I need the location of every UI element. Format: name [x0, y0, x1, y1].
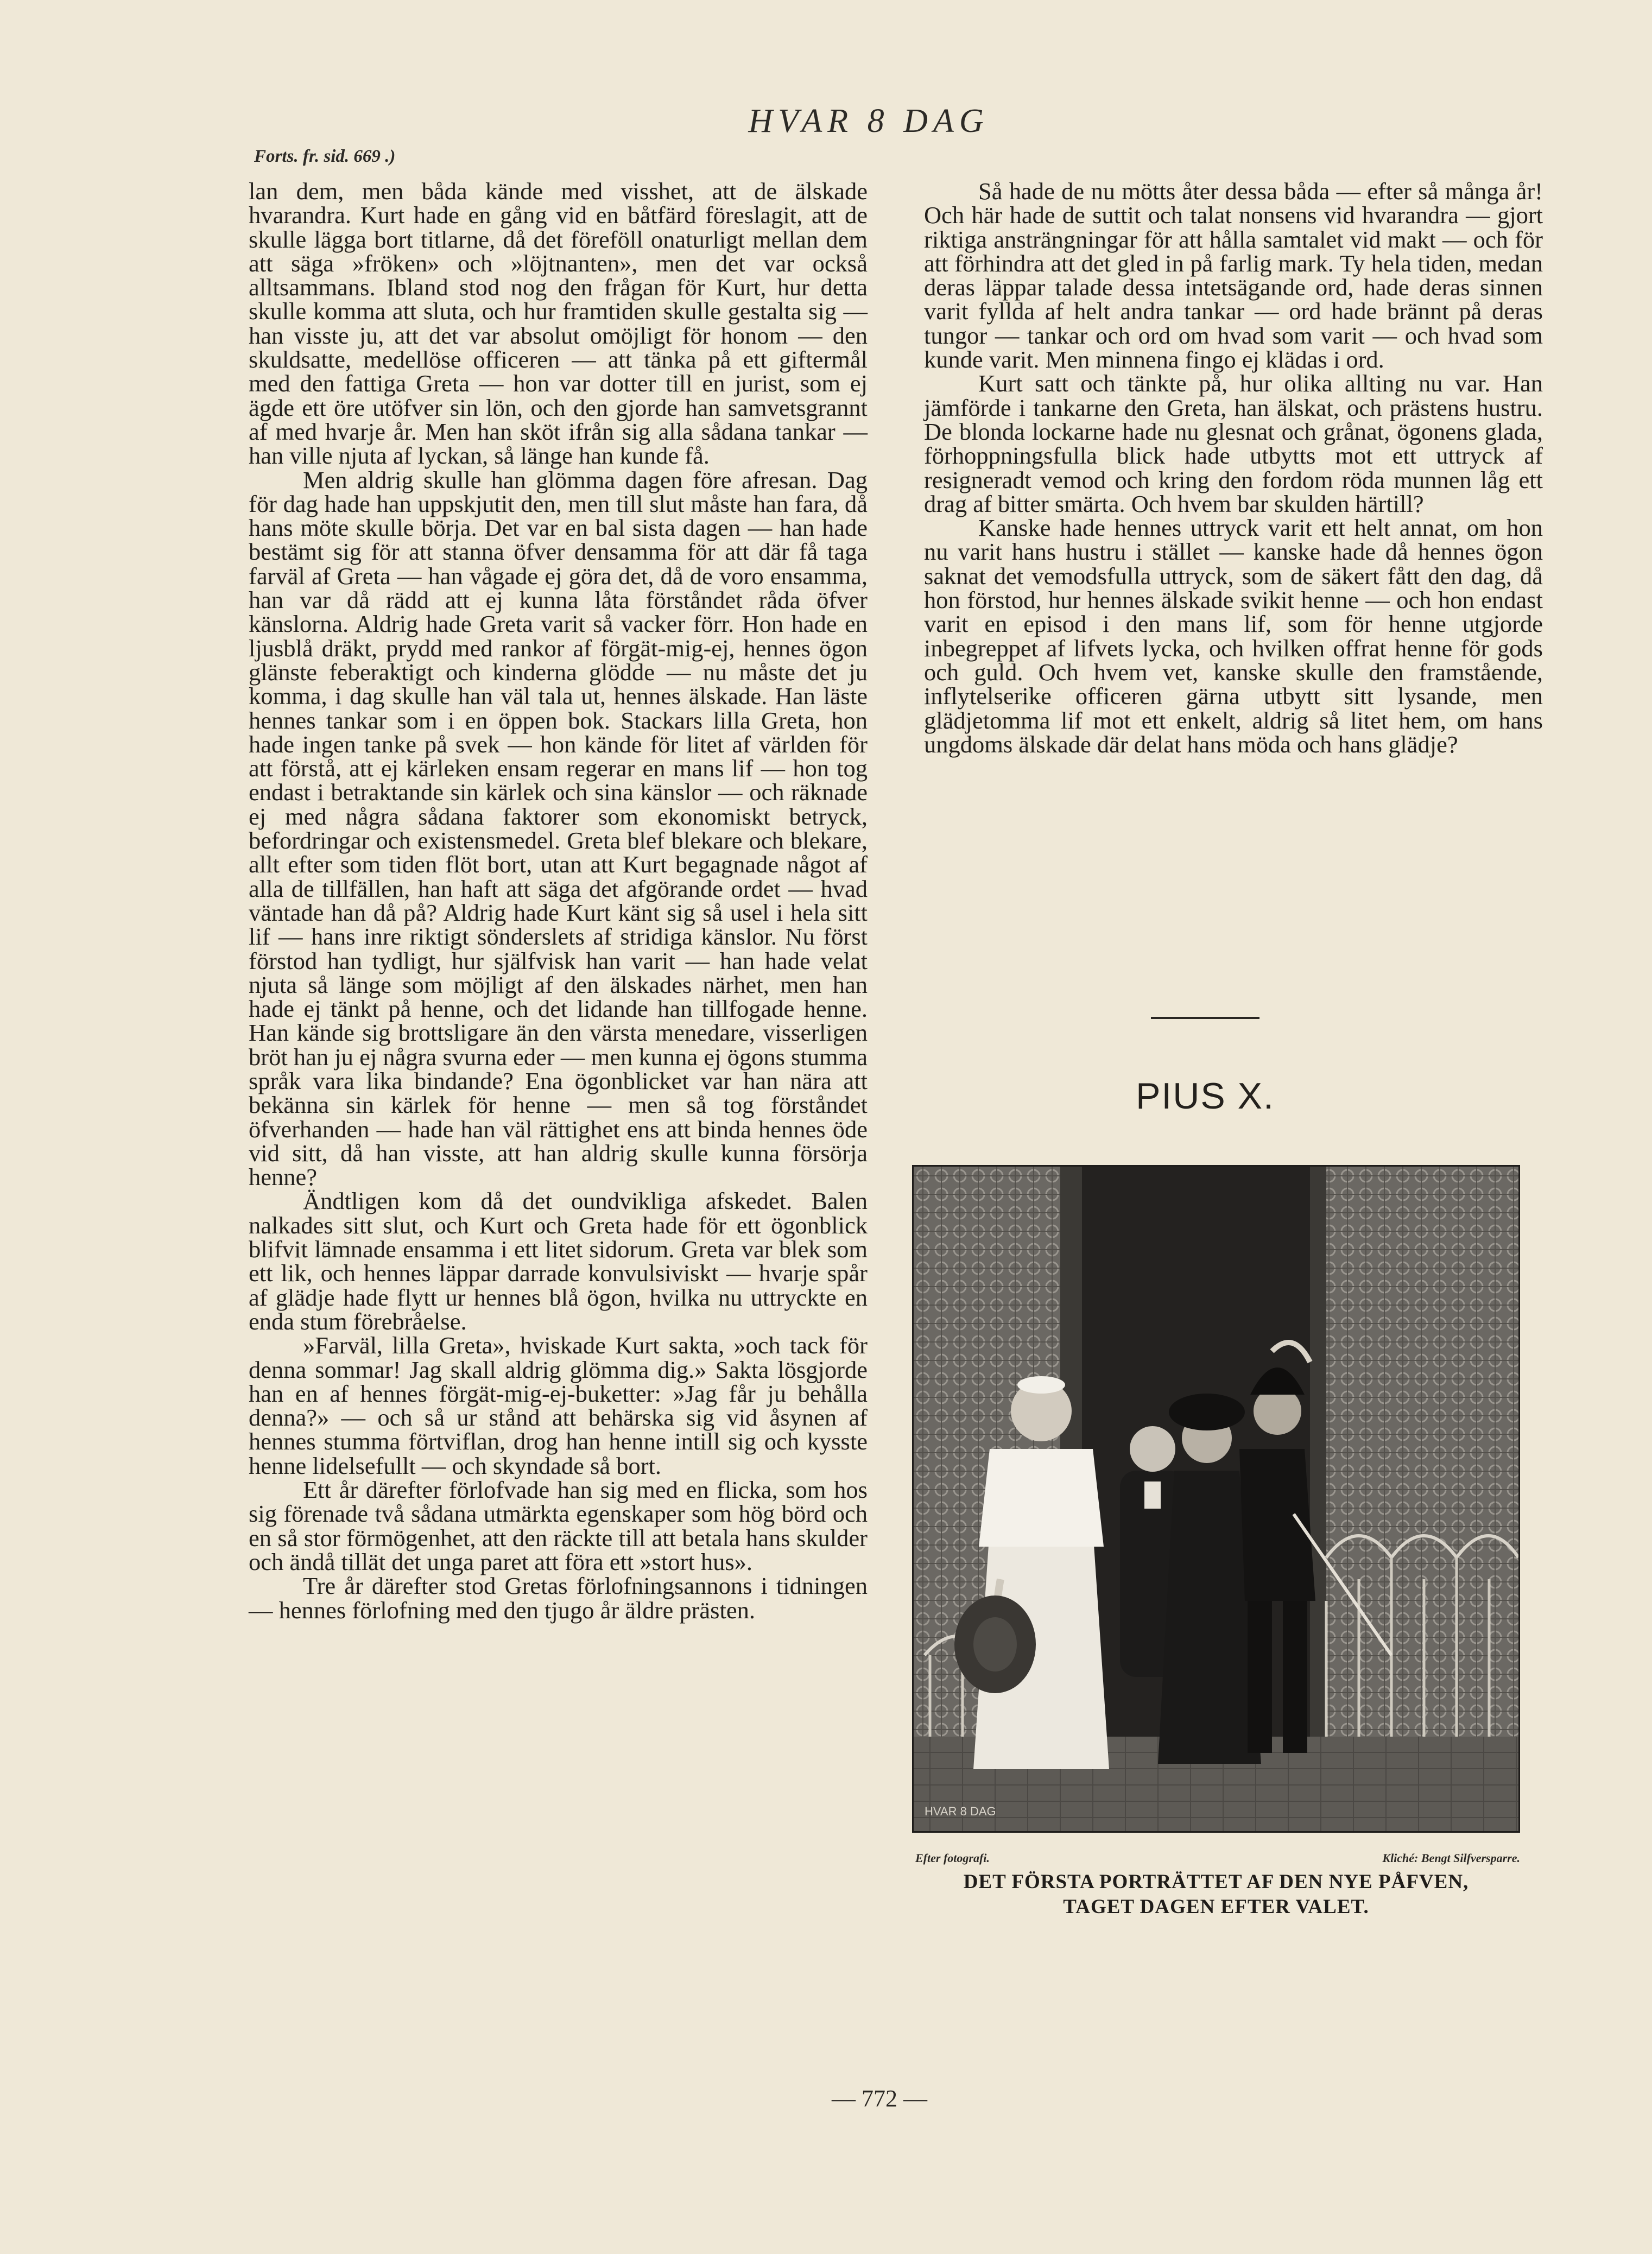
paragraph: Kurt satt och tänkte på, hur olika allting nu var. Han jämförde i tankarne den Greta, han älskat, och prästens hustru. De blonda lockarne hade nu glesnat och grånat, ögonens glada, förhoppningsfulla blick hade utbytts mot ett uttryck af resigneradt vemod och kring den fordom röda munnen låg ett drag af bitter smärta. Och hvem bar skulden härtill? — [924, 370, 1543, 517]
photo-credit: Efter fotografi. — [915, 1851, 990, 1865]
paragraph: Kanske hade hennes uttryck varit ett helt annat, om hon nu varit hans hustru i stället — kanske hade då hennes ögon saknat det vemodsfulla uttryck, som de säkert fått den dag, då hon förstod, hur hennes älskade svikit henne — och hon endast varit en episod i den mans lif, som för henne utgjorde inbegreppet af lifvets lycka, och hvilken offrat henne för gods och guld. Och hvem vet, kanske skulle den framstående, inflytelserike officeren gärna utbytt sitt lysande, men glädjetomma lif mot ett enkelt, aldrig så litet hem, om hans ungdoms älskade där delat hans möda och hans glädje? — [924, 514, 1543, 758]
left-column — [249, 179, 868, 1622]
paragraph: lan dem, men båda kände med visshet, att de älskade hvarandra. Kurt hade en gång vid en båtfärd föreslagit, att de skulle lägga bort titlarne, då det föreföll onaturligt mellan dem att säga »fröken» och »löjtnanten», men det var också alltsammans. Ibland stod nog den frågan för Kurt, hur detta skulle komma att sluta, och hur framtiden skulle gestalta sig — han visste ju, att det var absolut omöjligt för honom — den skuldsatte, medellöse officeren — att tänka på ett giftermål med den fattiga Greta — hon var dotter till en jurist, som ej ägde ett öre utöfver sin lön, och den gjorde han samvetsgrannt af med hvarje år. Men han sköt ifrån sig alla sådana tankar — han ville njuta af lyckan, så länge han kunde få. — [249, 178, 868, 470]
photo-watermark: HVAR 8 DAG — [925, 1805, 996, 1818]
photo-illustration — [914, 1167, 1518, 1831]
cliche-credit: Kliché: Bengt Silfversparre. — [1382, 1851, 1520, 1865]
caption-line: DET FÖRSTA PORTRÄTTET AF DEN NYE PÅFVEN, — [963, 1871, 1469, 1893]
continuation-note: Forts. fr. sid. 669 .) — [254, 147, 396, 166]
page-number: — 772 — — [832, 2085, 927, 2112]
paragraph: »Farväl, lilla Greta», hviskade Kurt sakta, »och tack för denna sommar! Jag skall aldrig glömma dig.» Sakta lösgjorde han en af hennes förgät-mig-ej-buketter: »Jag får ju behålla denna?» — och så ur stånd att behärska sig vid åsynen af hennes stumma förtviflan, drog han henne intill sig och kysste henne lidelsefullt — och skyndade så bort. — [249, 1332, 868, 1479]
paragraph: Ett år därefter förlofvade han sig med en flicka, som hos sig förenade två sådana utmärkta egenskaper som hög börd och en så stor förmögenhet, att den räckte till att betala hans skulder och ändå tillät det unga paret att föra ett »stort hus». — [249, 1476, 868, 1575]
paragraph: Ändtligen kom då det oundvikliga afskedet. Balen nalkades sitt slut, och Kurt och Greta hade för ett ögonblick blifvit lämnade ensamma i ett litet sidorum. Greta var blek som ett lik, och hennes läppar darrade konvulsiviskt — hvarje spår af glädje hade flytt ur hennes blå ögon, hvilka nu uttryckte en enda stum förebråelse. — [249, 1187, 868, 1335]
photo-caption — [912, 1870, 1520, 1920]
paragraph: Tre år därefter stod Gretas förlofningsannons i tidningen — hennes förlofning med den tjugo år äldre prästen. — [249, 1572, 868, 1624]
pope-photograph — [912, 1165, 1520, 1833]
section-divider — [1151, 1017, 1259, 1019]
right-column — [924, 179, 1543, 756]
caption-line: TAGET DAGEN EFTER VALET. — [1063, 1896, 1369, 1918]
masthead: HVAR 8 DAG — [748, 103, 989, 140]
paragraph: Men aldrig skulle han glömma dagen före afresan. Dag för dag hade han uppskjutit den, men till slut måste han fara, då hans möte skulle börja. Det var en bal sista dagen — han hade bestämt sig för att stanna öfver densamma för att där få taga farväl af Greta — han vågade ej göra det, då de voro ensamma, han var då rädd att ej kunna låta förståndet råda öfver känslorna. Aldrig hade Greta varit så vacker förr. Hon hade en ljusblå dräkt, prydd med rankor af förgät-mig-ej, hennes ögon glänste feberaktigt och kinderna glödde — nu måste det ju komma, i dag skulle han väl tala ut, hennes älskade. Han läste hennes tankar som i en öppen bok. Stackars lilla Greta, hon hade ingen tanke på svek — hon kände för litet af världen för att förstå, att ej kärleken ensam regerar en mans lif — hon tog endast i betraktande sin kärlek och sina känslor — och räknade ej med några sådana faktorer som ekonomiskt betryck, befordringar och existensmedel. Greta blef blekare och blekare, allt efter som tiden flöt bort, utan att Kurt begagnade något af alla de tillfällen, han haft att säga det afgörande ordet — hvad väntade han då på? Aldrig hade Kurt känt sig så usel i hela sitt lif — hans inre riktigt sönderslets af stridiga känslor. Nu först förstod han tydligt, hur själfvisk han varit — han hade velat njuta så länge som möjligt af den älskades närhet, men han hade ej tänkt på henne, och det lidande han tillfogade henne. Han kände sig brottsligare än den värsta menedare, visserligen bröt han ju ej några svurna eder — men kunna ej ögons stumma språk vara lika bindande? Ena ögonblicket var han nära att bekänna sin kärlek för henne — men så tog förståndet öfverhanden — hade han väl rättighet ens att binda hennes öde vid sitt, då han visste, att han aldrig skulle kunna försörja henne? — [249, 466, 868, 1191]
paragraph: Så hade de nu mötts åter dessa båda — efter så många år! Och här hade de suttit och talat nonsens vid hvarandra — gjort riktiga ansträngningar för att hålla samtalet vid makt — och för att förhindra att det gled in på farlig mark. Ty hela tiden, medan deras läppar talade dessa intetsägande ord, hade deras sinnen varit fyllda af helt andra tankar — ord hade brännt på deras tungor — tankar och ord om hvad som varit — och hvad som kunde varit. Men minnena fingo ej klädas i ord. — [924, 178, 1543, 373]
section-title: PIUS X. — [1136, 1075, 1275, 1117]
